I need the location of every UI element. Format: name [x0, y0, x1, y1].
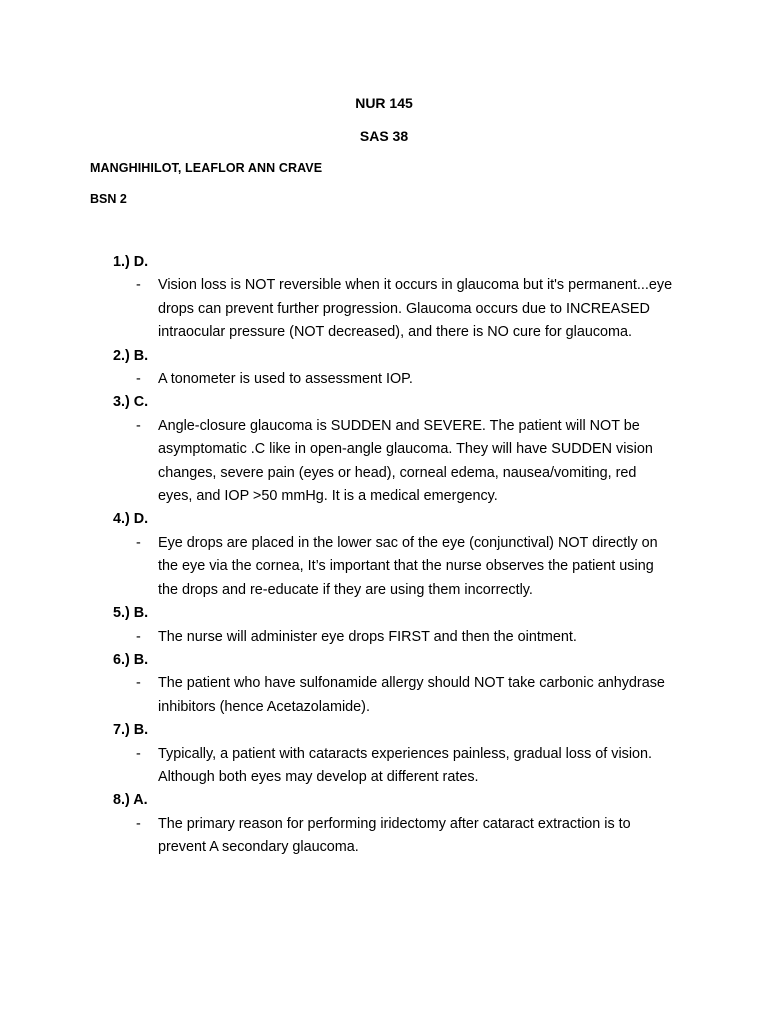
answer-item-3	[113, 391, 673, 508]
answer-explanation-8: The primary reason for performing iridectomy after cataract extraction is to prevent A secondary glaucoma.	[158, 815, 631, 856]
answer-body-6	[113, 672, 673, 719]
answer-explanation-4: Eye drops are placed in the lower sac of the eye (conjunctival) NOT directly on the eye via the cornea, It’s important that the nurse observes the patient using the drops and re-educate if they are using them incorrectly.	[158, 534, 658, 598]
answer-explanation-6: The patient who have sulfonamide allergy should NOT take carbonic anhydrase inhibitors (hence Acetazolamide).	[158, 675, 665, 715]
answer-explanation-2: A tonometer is used to assessment IOP.	[158, 371, 413, 388]
student-name: MANGHIHILOT, LEAFLOR ANN CRAVE	[90, 161, 323, 175]
answer-body-2	[113, 368, 673, 391]
answer-item-7	[113, 719, 673, 789]
dash-bullet: -	[136, 277, 141, 294]
program-year: BSN 2	[90, 192, 127, 206]
answer-label-6: 6.) B.	[113, 651, 149, 668]
answer-item-2	[113, 345, 673, 392]
answer-label-8: 8.) A.	[113, 792, 148, 809]
dash-bullet: -	[136, 815, 141, 832]
answer-body-1	[113, 274, 673, 344]
answer-label-7: 7.) B.	[113, 722, 149, 739]
answer-explanation-1: Vision loss is NOT reversible when it occurs in glaucoma but it's permanent...eye drops can prevent further progression. Glaucoma occurs due to INCREASED intraocular pressure (NOT decreased), and there is NO cure for glaucoma.	[158, 277, 673, 341]
answer-item-1	[113, 251, 673, 345]
dash-bullet: -	[136, 371, 141, 388]
answer-label-4: 4.) D.	[113, 511, 149, 528]
answer-item-4	[113, 508, 673, 602]
answer-list	[113, 251, 673, 860]
answer-label-2: 2.) B.	[113, 347, 149, 364]
answer-body-3	[113, 415, 673, 509]
answer-explanation-3: Angle-closure glaucoma is SUDDEN and SEVERE. The patient will NOT be asymptomatic .C like in open-angle glaucoma. They will have SUDDEN vision changes, severe pain (eyes or head), corneal edema, nausea/vomiting, red eyes, and IOP >50 mmHg. It is a medical emergency.	[158, 417, 653, 505]
answer-body-5	[113, 626, 673, 649]
course-code: NUR 145	[355, 95, 413, 111]
dash-bullet: -	[136, 745, 141, 762]
dash-bullet: -	[136, 417, 141, 434]
answer-item-8	[113, 789, 673, 859]
answer-body-4	[113, 532, 673, 602]
answer-label-1: 1.) D.	[113, 254, 149, 270]
answer-label-3: 3.) C.	[113, 394, 149, 411]
answer-item-5	[113, 602, 673, 649]
answer-label-5: 5.) B.	[113, 605, 149, 622]
dash-bullet: -	[136, 675, 141, 692]
answer-explanation-5: The nurse will administer eye drops FIRST and then the ointment.	[158, 628, 577, 645]
answer-body-8	[113, 813, 673, 860]
answer-explanation-7: Typically, a patient with cataracts experiences painless, gradual loss of vision. Although both eyes may develop at different rates.	[158, 745, 653, 785]
answer-body-7	[113, 743, 673, 790]
answer-item-6	[113, 649, 673, 719]
sas-number: SAS 38	[359, 128, 409, 144]
dash-bullet: -	[136, 534, 141, 551]
dash-bullet: -	[136, 628, 141, 645]
